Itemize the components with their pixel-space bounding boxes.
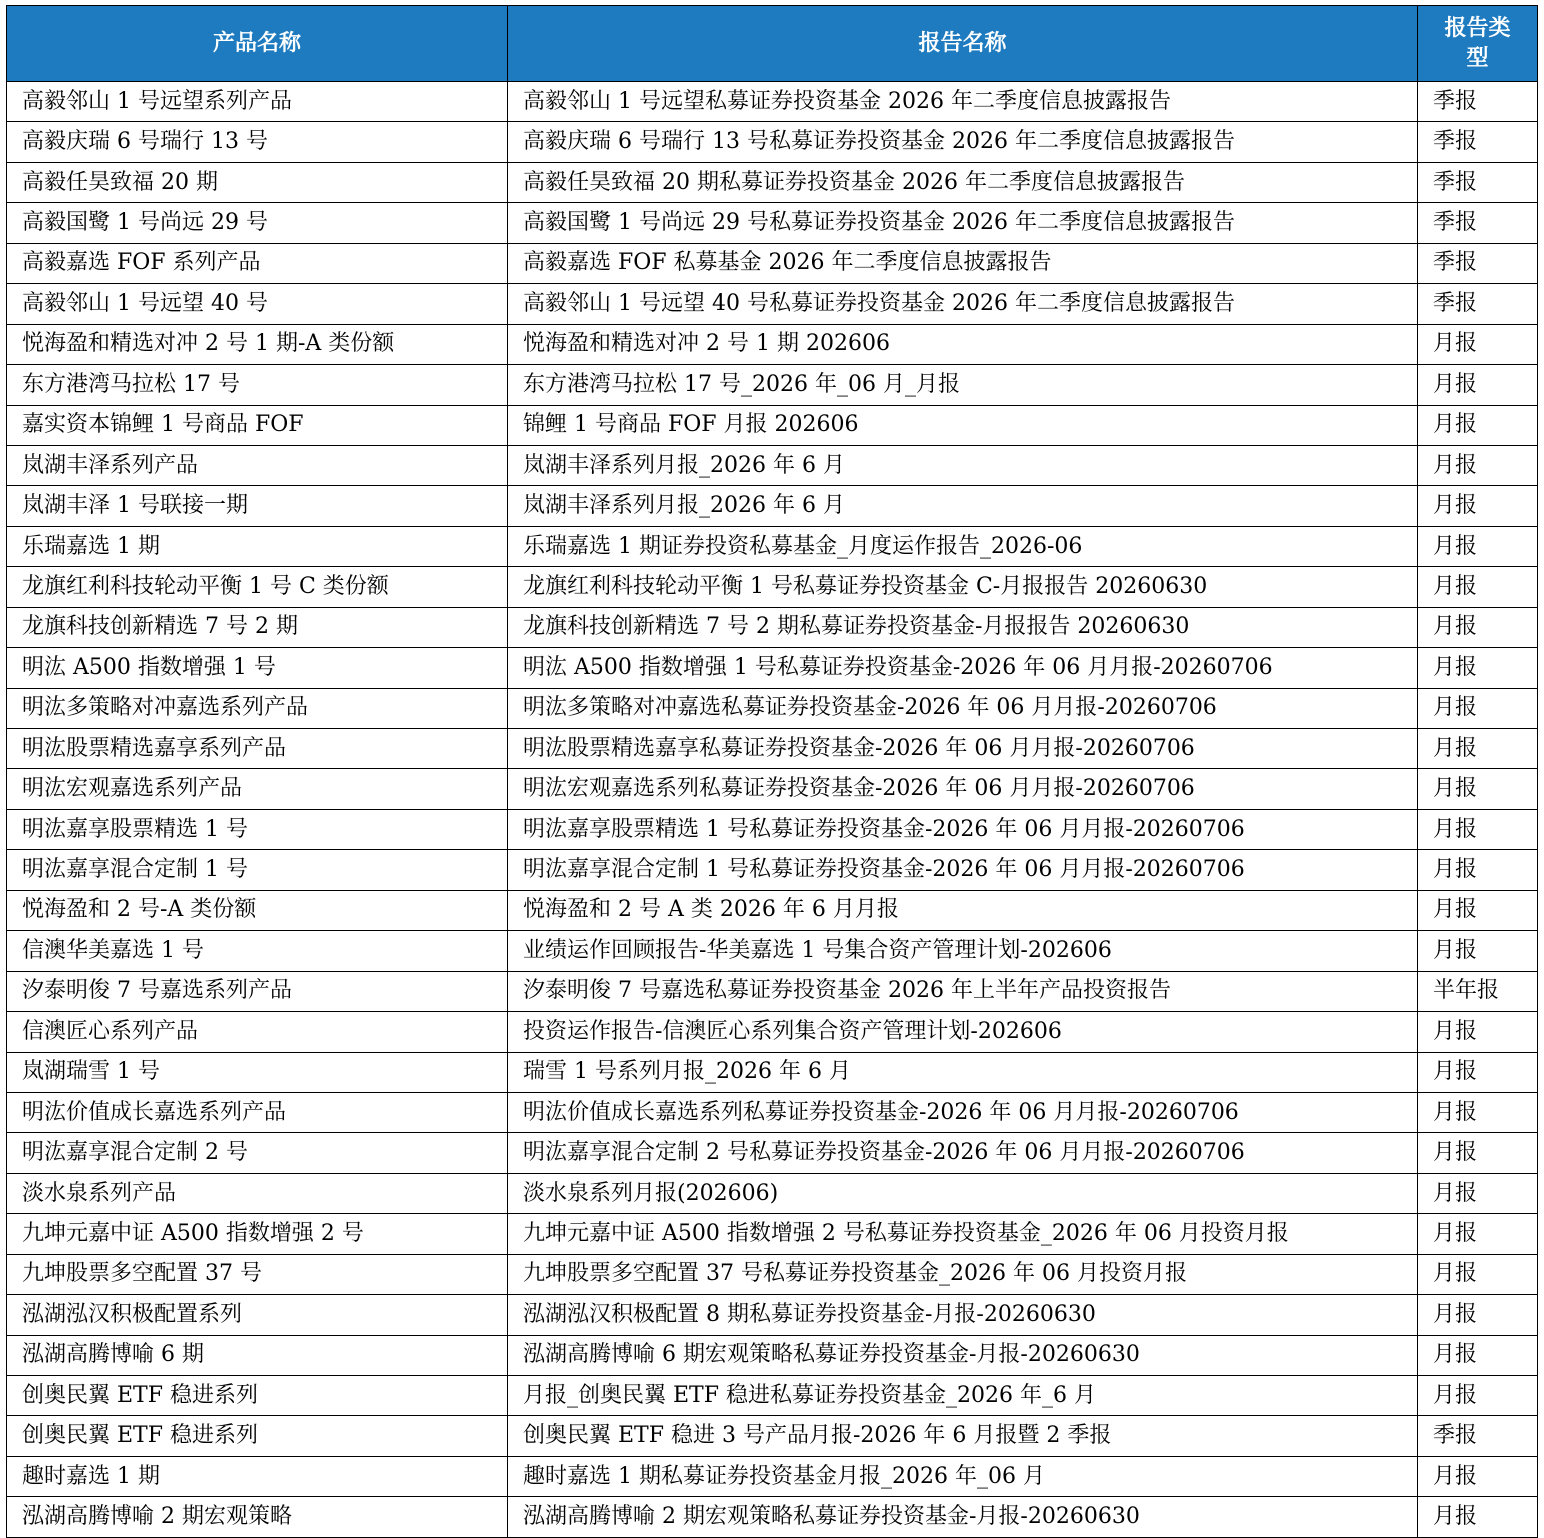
report-name-cell: 东方港湾马拉松 17 号_2026 年_06 月_月报 (508, 365, 1418, 405)
product-name-cell: 汐泰明俊 7 号嘉选系列产品 (7, 971, 508, 1011)
report-type-cell: 月报 (1418, 1012, 1538, 1052)
product-name-cell: 东方港湾马拉松 17 号 (7, 365, 508, 405)
report-name-cell: 明汯股票精选嘉享私募证券投资基金-2026 年 06 月月报-20260706 (508, 729, 1418, 769)
product-name-cell: 泓湖高腾博喻 6 期 (7, 1335, 508, 1375)
report-name-cell: 趣时嘉选 1 期私募证券投资基金月报_2026 年_06 月 (508, 1456, 1418, 1496)
report-type-cell: 月报 (1418, 1456, 1538, 1496)
table-row (7, 1133, 1538, 1173)
report-type-cell: 月报 (1418, 1335, 1538, 1375)
product-name-cell: 高毅国鹭 1 号尚远 29 号 (7, 203, 508, 243)
table-row (7, 365, 1538, 405)
header-report-type: 报告类型 (1418, 6, 1538, 82)
report-name-cell: 龙旗红利科技轮动平衡 1 号私募证券投资基金 C-月报报告 20260630 (508, 567, 1418, 607)
table-row (7, 1416, 1538, 1456)
header-row (7, 6, 1538, 82)
product-name-cell: 趣时嘉选 1 期 (7, 1456, 508, 1496)
report-name-cell: 投资运作报告-信澳匠心系列集合资产管理计划-202606 (508, 1012, 1418, 1052)
report-name-cell: 创奥民翼 ETF 稳进 3 号产品月报-2026 年 6 月报暨 2 季报 (508, 1416, 1418, 1456)
table-row (7, 1335, 1538, 1375)
report-name-cell: 乐瑞嘉选 1 期证券投资私募基金_月度运作报告_2026-06 (508, 526, 1418, 566)
report-type-cell: 月报 (1418, 1214, 1538, 1254)
table-row (7, 567, 1538, 607)
table-row (7, 284, 1538, 324)
product-name-cell: 乐瑞嘉选 1 期 (7, 526, 508, 566)
report-type-cell: 季报 (1418, 203, 1538, 243)
table-row (7, 1497, 1538, 1537)
report-type-cell: 月报 (1418, 526, 1538, 566)
report-type-cell: 月报 (1418, 729, 1538, 769)
report-name-cell: 悦海盈和精选对冲 2 号 1 期 202606 (508, 324, 1418, 364)
report-name-cell: 高毅国鹭 1 号尚远 29 号私募证券投资基金 2026 年二季度信息披露报告 (508, 203, 1418, 243)
report-name-cell: 明汯 A500 指数增强 1 号私募证券投资基金-2026 年 06 月月报-20260706 (508, 648, 1418, 688)
report-type-cell: 月报 (1418, 850, 1538, 890)
table-row (7, 1254, 1538, 1294)
report-name-cell: 泓湖高腾博喻 2 期宏观策略私募证券投资基金-月报-20260630 (508, 1497, 1418, 1537)
report-name-cell: 九坤元嘉中证 A500 指数增强 2 号私募证券投资基金_2026 年 06 月投资月报 (508, 1214, 1418, 1254)
report-type-cell: 季报 (1418, 243, 1538, 283)
product-name-cell: 高毅邻山 1 号远望 40 号 (7, 284, 508, 324)
product-name-cell: 高毅任昊致福 20 期 (7, 162, 508, 202)
product-name-cell: 明汯嘉享混合定制 1 号 (7, 850, 508, 890)
product-name-cell: 高毅邻山 1 号远望系列产品 (7, 82, 508, 122)
report-type-cell: 月报 (1418, 607, 1538, 647)
table-row (7, 445, 1538, 485)
report-name-cell: 业绩运作回顾报告-华美嘉选 1 号集合资产管理计划-202606 (508, 931, 1418, 971)
report-type-cell: 月报 (1418, 1092, 1538, 1132)
table-row (7, 324, 1538, 364)
report-name-cell: 明汯嘉享混合定制 1 号私募证券投资基金-2026 年 06 月月报-20260706 (508, 850, 1418, 890)
report-type-cell: 月报 (1418, 688, 1538, 728)
table-row (7, 1456, 1538, 1496)
table-row (7, 526, 1538, 566)
product-name-cell: 明汯多策略对冲嘉选系列产品 (7, 688, 508, 728)
product-name-cell: 高毅嘉选 FOF 系列产品 (7, 243, 508, 283)
product-name-cell: 创奥民翼 ETF 稳进系列 (7, 1376, 508, 1416)
report-name-cell: 高毅嘉选 FOF 私募基金 2026 年二季度信息披露报告 (508, 243, 1418, 283)
report-type-cell: 月报 (1418, 1173, 1538, 1213)
report-name-cell: 高毅庆瑞 6 号瑞行 13 号私募证券投资基金 2026 年二季度信息披露报告 (508, 122, 1418, 162)
table-row (7, 850, 1538, 890)
report-type-cell: 月报 (1418, 1133, 1538, 1173)
report-type-cell: 季报 (1418, 284, 1538, 324)
report-name-cell: 明汯嘉享股票精选 1 号私募证券投资基金-2026 年 06 月月报-20260706 (508, 809, 1418, 849)
product-name-cell: 悦海盈和精选对冲 2 号 1 期-A 类份额 (7, 324, 508, 364)
report-name-cell: 汐泰明俊 7 号嘉选私募证券投资基金 2026 年上半年产品投资报告 (508, 971, 1418, 1011)
report-type-cell: 季报 (1418, 82, 1538, 122)
product-name-cell: 龙旗红利科技轮动平衡 1 号 C 类份额 (7, 567, 508, 607)
product-name-cell: 信澳华美嘉选 1 号 (7, 931, 508, 971)
table-row (7, 405, 1538, 445)
report-type-cell: 季报 (1418, 122, 1538, 162)
table-body (7, 82, 1538, 1538)
product-name-cell: 明汯 A500 指数增强 1 号 (7, 648, 508, 688)
table-row (7, 931, 1538, 971)
product-name-cell: 岚湖丰泽系列产品 (7, 445, 508, 485)
report-type-cell: 月报 (1418, 648, 1538, 688)
product-name-cell: 明汯嘉享混合定制 2 号 (7, 1133, 508, 1173)
report-table (6, 5, 1538, 1538)
report-type-cell: 月报 (1418, 1376, 1538, 1416)
report-name-cell: 岚湖丰泽系列月报_2026 年 6 月 (508, 445, 1418, 485)
table-row (7, 1012, 1538, 1052)
report-type-cell: 月报 (1418, 769, 1538, 809)
table-row (7, 1376, 1538, 1416)
product-name-cell: 九坤元嘉中证 A500 指数增强 2 号 (7, 1214, 508, 1254)
report-type-cell: 半年报 (1418, 971, 1538, 1011)
product-name-cell: 岚湖丰泽 1 号联接一期 (7, 486, 508, 526)
report-name-cell: 明汯价值成长嘉选系列私募证券投资基金-2026 年 06 月月报-20260706 (508, 1092, 1418, 1132)
table-row (7, 82, 1538, 122)
table-row (7, 1295, 1538, 1335)
table-row (7, 809, 1538, 849)
product-name-cell: 淡水泉系列产品 (7, 1173, 508, 1213)
table-row (7, 971, 1538, 1011)
product-name-cell: 九坤股票多空配置 37 号 (7, 1254, 508, 1294)
report-name-cell: 岚湖丰泽系列月报_2026 年 6 月 (508, 486, 1418, 526)
report-type-cell: 季报 (1418, 1416, 1538, 1456)
report-type-cell: 月报 (1418, 486, 1538, 526)
table-row (7, 122, 1538, 162)
product-name-cell: 明汯嘉享股票精选 1 号 (7, 809, 508, 849)
report-type-cell: 月报 (1418, 1295, 1538, 1335)
product-name-cell: 创奥民翼 ETF 稳进系列 (7, 1416, 508, 1456)
header-product-name: 产品名称 (7, 6, 508, 82)
product-name-cell: 龙旗科技创新精选 7 号 2 期 (7, 607, 508, 647)
product-name-cell: 高毅庆瑞 6 号瑞行 13 号 (7, 122, 508, 162)
table-row (7, 1052, 1538, 1092)
table-row (7, 1173, 1538, 1213)
report-name-cell: 高毅邻山 1 号远望 40 号私募证券投资基金 2026 年二季度信息披露报告 (508, 284, 1418, 324)
report-name-cell: 明汯嘉享混合定制 2 号私募证券投资基金-2026 年 06 月月报-20260706 (508, 1133, 1418, 1173)
report-type-cell: 季报 (1418, 162, 1538, 202)
report-name-cell: 锦鲤 1 号商品 FOF 月报 202606 (508, 405, 1418, 445)
table-row (7, 486, 1538, 526)
report-type-cell: 月报 (1418, 324, 1538, 364)
report-type-cell: 月报 (1418, 809, 1538, 849)
report-name-cell: 瑞雪 1 号系列月报_2026 年 6 月 (508, 1052, 1418, 1092)
table-row (7, 688, 1538, 728)
table-row (7, 769, 1538, 809)
report-name-cell: 龙旗科技创新精选 7 号 2 期私募证券投资基金-月报报告 20260630 (508, 607, 1418, 647)
product-name-cell: 信澳匠心系列产品 (7, 1012, 508, 1052)
report-name-cell: 高毅任昊致福 20 期私募证券投资基金 2026 年二季度信息披露报告 (508, 162, 1418, 202)
report-name-cell: 明汯多策略对冲嘉选私募证券投资基金-2026 年 06 月月报-20260706 (508, 688, 1418, 728)
report-type-cell: 月报 (1418, 1254, 1538, 1294)
product-name-cell: 岚湖瑞雪 1 号 (7, 1052, 508, 1092)
report-name-cell: 高毅邻山 1 号远望私募证券投资基金 2026 年二季度信息披露报告 (508, 82, 1418, 122)
report-type-cell: 月报 (1418, 1052, 1538, 1092)
product-name-cell: 明汯价值成长嘉选系列产品 (7, 1092, 508, 1132)
report-name-cell: 月报_创奥民翼 ETF 稳进私募证券投资基金_2026 年_6 月 (508, 1376, 1418, 1416)
report-type-cell: 月报 (1418, 365, 1538, 405)
report-type-cell: 月报 (1418, 890, 1538, 930)
report-type-cell: 月报 (1418, 1497, 1538, 1537)
report-type-cell: 月报 (1418, 567, 1538, 607)
table-row (7, 243, 1538, 283)
report-type-cell: 月报 (1418, 931, 1538, 971)
table-row (7, 1092, 1538, 1132)
product-name-cell: 泓湖泓汉积极配置系列 (7, 1295, 508, 1335)
table-row (7, 203, 1538, 243)
table-header (7, 6, 1538, 82)
report-name-cell: 悦海盈和 2 号 A 类 2026 年 6 月月报 (508, 890, 1418, 930)
table-row (7, 162, 1538, 202)
table-row (7, 607, 1538, 647)
report-name-cell: 淡水泉系列月报(202606) (508, 1173, 1418, 1213)
table-row (7, 729, 1538, 769)
product-name-cell: 嘉实资本锦鲤 1 号商品 FOF (7, 405, 508, 445)
product-name-cell: 明汯股票精选嘉享系列产品 (7, 729, 508, 769)
table-row (7, 1214, 1538, 1254)
report-name-cell: 泓湖泓汉积极配置 8 期私募证券投资基金-月报-20260630 (508, 1295, 1418, 1335)
header-report-name: 报告名称 (508, 6, 1418, 82)
report-name-cell: 泓湖高腾博喻 6 期宏观策略私募证券投资基金-月报-20260630 (508, 1335, 1418, 1375)
product-name-cell: 悦海盈和 2 号-A 类份额 (7, 890, 508, 930)
report-type-cell: 月报 (1418, 405, 1538, 445)
report-name-cell: 明汯宏观嘉选系列私募证券投资基金-2026 年 06 月月报-20260706 (508, 769, 1418, 809)
product-name-cell: 明汯宏观嘉选系列产品 (7, 769, 508, 809)
report-name-cell: 九坤股票多空配置 37 号私募证券投资基金_2026 年 06 月投资月报 (508, 1254, 1418, 1294)
table-row (7, 890, 1538, 930)
product-name-cell: 泓湖高腾博喻 2 期宏观策略 (7, 1497, 508, 1537)
report-type-cell: 月报 (1418, 445, 1538, 485)
table-row (7, 648, 1538, 688)
